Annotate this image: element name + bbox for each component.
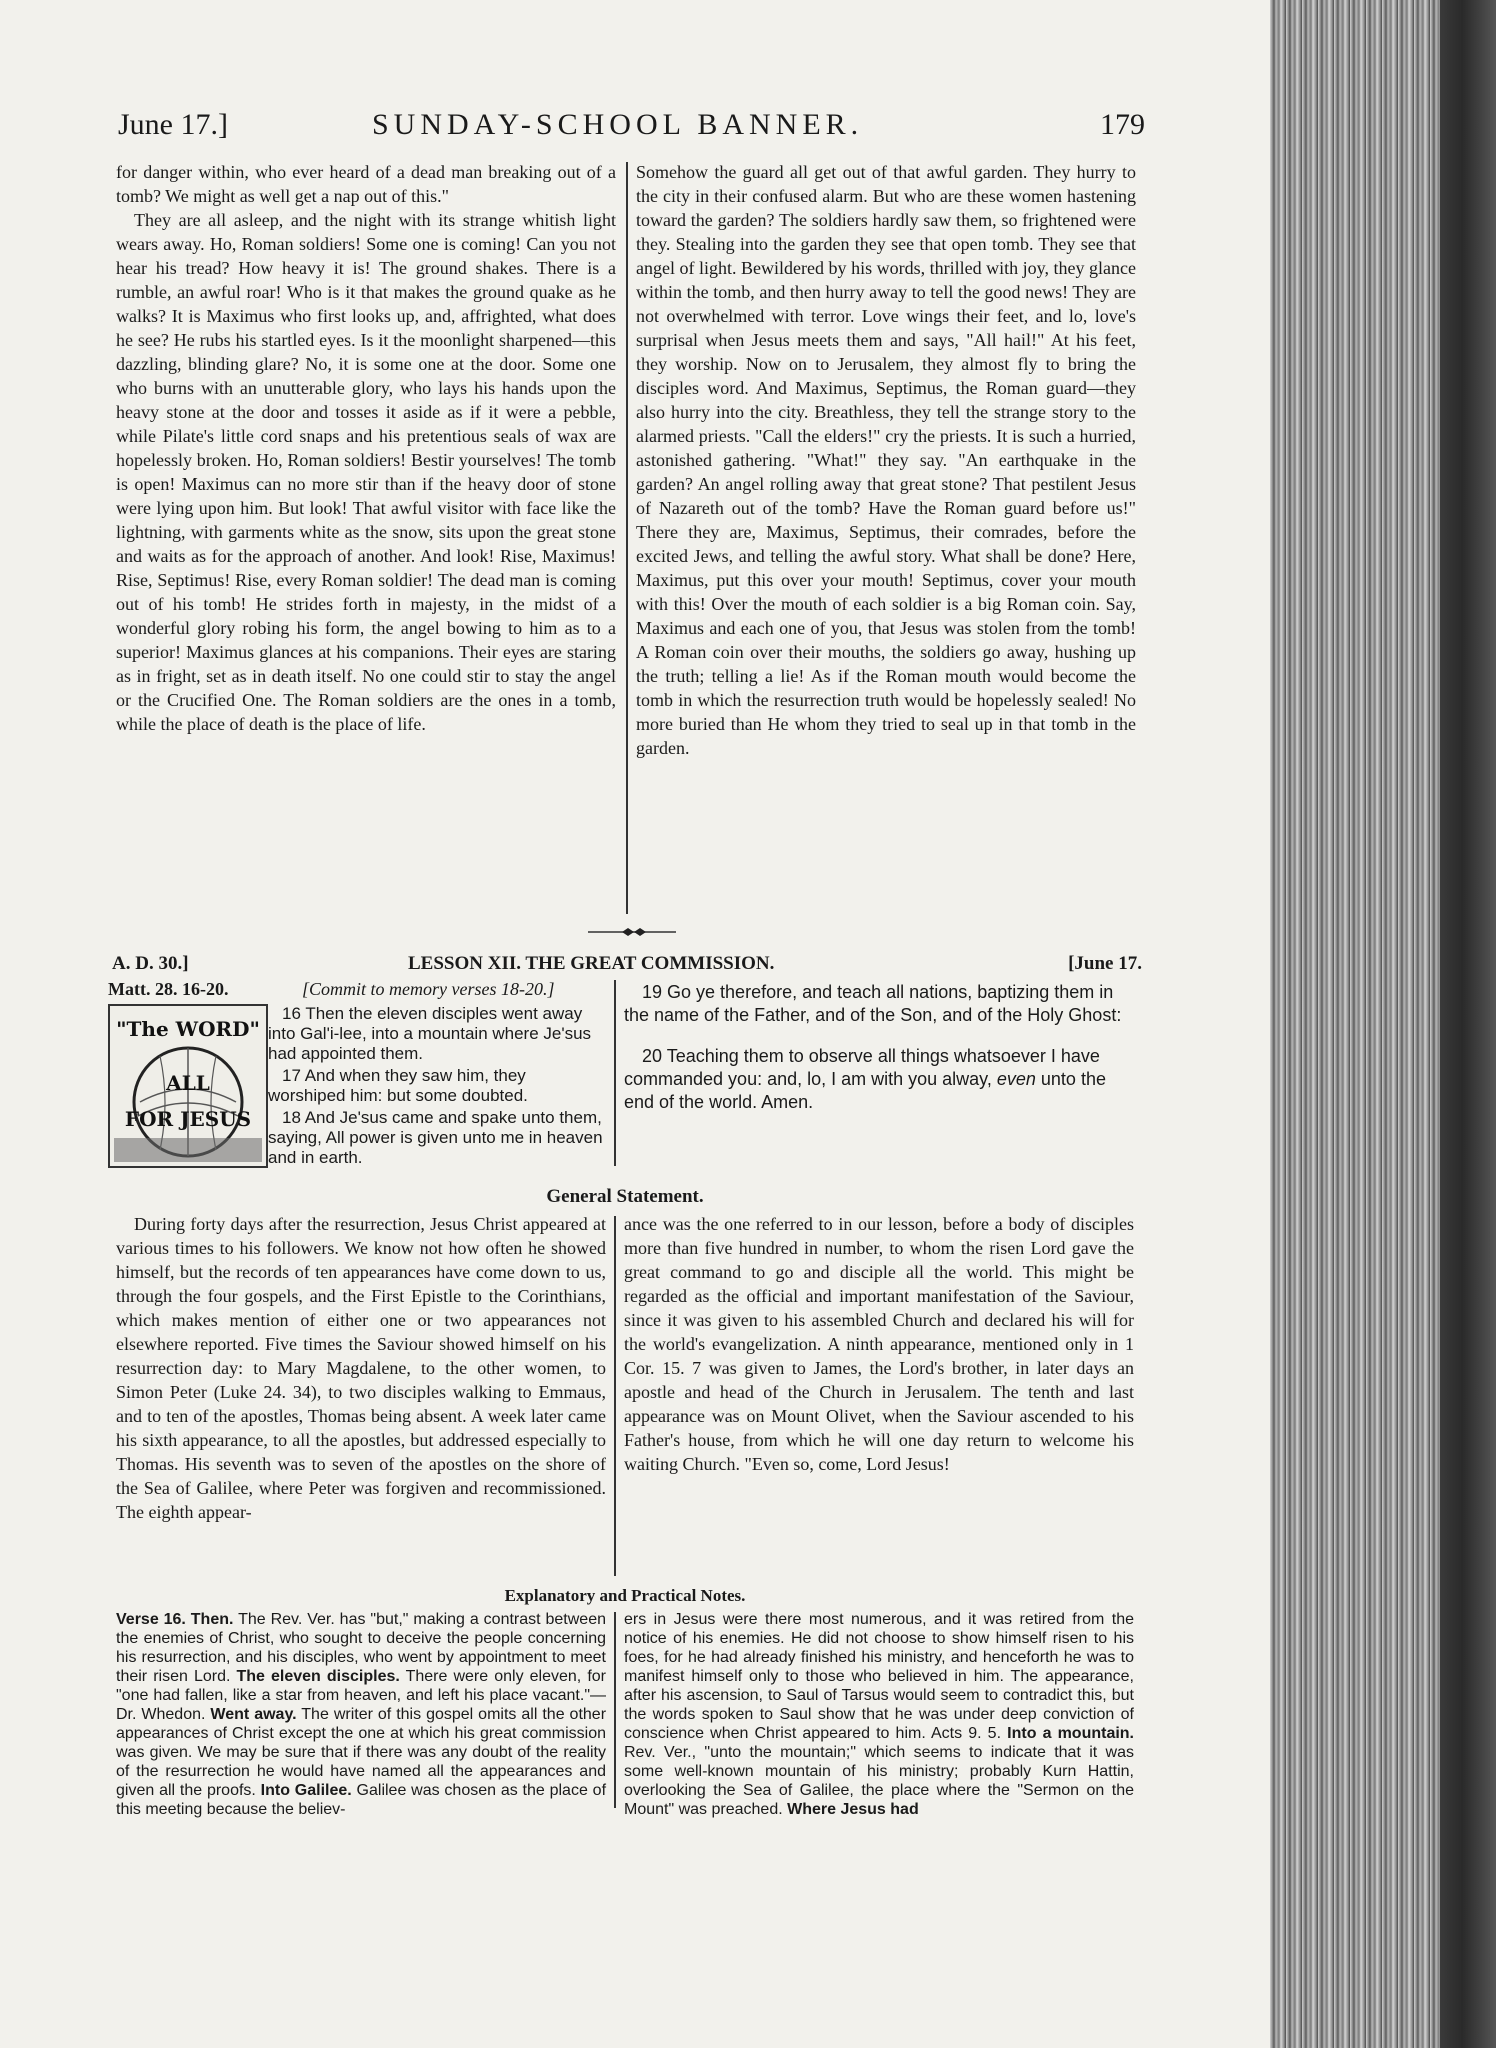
lesson-year: A. D. 30.]	[112, 953, 189, 974]
notes-divider	[614, 1612, 616, 1808]
general-column-right: ance was the one referred to in our lesson, before a body of disciples more than five hundred in number, to whom the risen Lord gave the great command to go and disciple all the world. This might be regarded as the official and important manifestation of the Saviour, since it was given to his assembled Church and declared his will for the world's evangelization. A ninth appearance, mentioned only in 1 Cor. 15. 7 was given to James, the Lord's brother, in later days an apostle and head of the Church in Jerusalem. The tenth and last appearance was on Mount Olivet, when the Saviour ascended to his Father's house, from which he will one day return to welcome his waiting Church. "Even so, come, Lord Jesus!	[624, 1214, 1134, 1474]
general-divider	[614, 1216, 616, 1576]
notes-column-right	[624, 1610, 1134, 1819]
book-spine-shadow	[1440, 0, 1496, 2048]
svg-text:ALL: ALL	[166, 1071, 210, 1095]
verse-18: 18 And Je'sus came and spake unto them, saying, All power is given unto me in heaven and in earth.	[268, 1108, 603, 1167]
verse-17: 17 And when they saw him, they worshiped him: but some doubted.	[268, 1066, 528, 1105]
lesson-date: [June 17.	[1068, 953, 1142, 974]
ornament-divider	[588, 928, 676, 936]
lesson-title: LESSON XII. THE GREAT COMMISSION.	[408, 953, 775, 974]
column-divider	[626, 162, 628, 914]
verses-19-20	[624, 981, 1136, 1132]
word-for-jesus-logo	[108, 1004, 268, 1168]
verses-16-18	[268, 1004, 608, 1170]
notes-title: Explanatory and Practical Notes.	[504, 1586, 746, 1605]
verses-divider	[614, 980, 616, 1166]
paragraph: Somehow the guard all get out of that awful garden. They hurry to the city in their confused alarm. But who are these women hastening toward the garden? The soldiers hardly saw them, so frightened were they. Stealing into the garden they see that open tomb. They see that angel of light. Bewildered by his words, thrilled with joy, they glance within the tomb, and then hurry away to tell the good news! They are not overwhelmed with terror. Love wings their feet, and lo, love's surprisal when Jesus meets them and says, "All hail!" At his feet, they worship. Now on to Jerusalem, they almost fly to bring the disciples word. And Maximus, Septimus, the Roman guard—they also hurry into the city. Breathless, they tell the strange story to the alarmed priests. "Call the elders!" cry the priests. It is such a hurried, astonished gathering. "What!" they say. "An earthquake in the garden? An angel rolling away that great stone? That pestilent Jesus of Nazareth out of the tomb? Have the Roman guard before us!" There they are, Maximus, Septimus, their comrades, before the excited Jews, and telling the awful story. What shall be done? Here, Maximus, put this over your mouth! Septimus, cover your mouth with this! Over the mouth of each soldier is a big Roman coin. Say, Maximus and each one of you, that Jesus was stolen from the tomb! A Roman coin over their mouths, the soldiers go away, hushing up the truth; telling a lie! As if the Roman mouth would become the tomb in which the resurrection truth would be hopelessly sealed! No more buried than He whom they tried to seal up in that tomb in the garden.	[636, 162, 1136, 758]
svg-text:"The WORD": "The WORD"	[116, 1017, 260, 1041]
story-column-left	[116, 160, 616, 736]
svg-text:FOR JESUS: FOR JESUS	[124, 1107, 252, 1131]
general-column-left: During forty days after the resurrection, Jesus Christ appeared at various times to his followers. We know not how often he showed himself, but the records of ten appearances have come down to us, through the four gospels, and the First Epistle to the Corinthians, which makes mention of either one or two appearances not elsewhere reported. Five times the Saviour showed himself on his resurrection day: to Mary Magdalene, to the other women, to Simon Peter (Luke 24. 34), to two disciples walking to Emmaus, and to ten of the apostles, Thomas being absent. A week later came his sixth appearance, to all the apostles, but addressed especially to Thomas. His seventh was to seven of the apostles on the shore of the Sea of Galilee, where Peter was forgiven and recommissioned. The eighth appear-	[116, 1214, 606, 1522]
header-title: SUNDAY-SCHOOL BANNER.	[372, 108, 864, 141]
general-statement-title: General Statement.	[546, 1186, 704, 1207]
verse-16: 16 Then the eleven disciples went away into Gal'i-lee, into a mountain where Je'sus had appointed them.	[268, 1004, 592, 1063]
paragraph: for danger within, who ever heard of a dead man breaking out of a tomb? We might as well get a nap out of this."	[116, 162, 616, 206]
notes-column-left	[116, 1610, 606, 1819]
verse-20: 20 Teaching them to observe all things whatsoever I have commanded you: and, lo, I am with you alway, even unto the end of the world. Amen.	[624, 1046, 1106, 1112]
paragraph: They are all asleep, and the night with its strange whitish light wears away. Ho, Roman soldiers! Some one is coming! Can you not hear his tread? How heavy it is! The ground shakes. There is a rumble, an awful roar! Who is it that makes the ground quake as he walks? It is Maximus who first looks up, and, affrighted, what does he see? He rubs his startled eyes. Is it the moonlight sharpened—this dazzling, blinding glare? No, it is some one at the door. Some one who burns with an unutterable glory, who lays his hands upon the heavy stone at the door and tosses it aside as if it were a pebble, while Pilate's little cord snaps and his pretentious seals of wax are hopelessly broken. Ho, Roman soldiers! Bestir yourselves! The tomb is open! Maximus can no more stir than if the heavy door of stone were lying upon him. But look! That awful visitor with face like the lightning, with garments white as the snow, sits upon the great stone and waits as for the approach of another. And look! Rise, Maximus! Rise, Septimus! Rise, every Roman soldier! The dead man is coming out of his tomb! He strides forth in majesty, in the midst of a wonderful glory robing his form, the angel bowing to him as to a superior! Maximus glances at his companions. Their eyes are staring as in fright, set as in death itself. No one could stir to stay the angel or the Crucified One. The Roman soldiers are the ones in a tomb, while the place of death is the place of life.	[116, 210, 616, 734]
note-paragraph: ers in Jesus were there most numerous, and it was retired from the notice of his enemies. He did not choose to show himself risen to his foes, for he had already finished his ministry, and henceforth he was to manifest himself only to those who believed in him. The appearance, after his ascension, to Saul of Tarsus would seem to contradict this, but the words spoken to Saul show that he was under deep conviction of conscience when Christ appeared to him. Acts 9. 5. Into a mountain. Rev. Ver., "unto the mountain;" which seems to indicate that it was some well-known mountain of his ministry; probably Kurn Hattin, overlooking the Sea of Galilee, the place where the "Sermon on the Mount" was preached. Where Jesus had	[624, 1611, 1135, 1818]
header-date: June 17.]	[118, 108, 228, 141]
scripture-reference: Matt. 28. 16-20.	[108, 979, 229, 999]
page-header	[110, 108, 1145, 148]
commit-note: [Commit to memory verses 18-20.]	[302, 979, 555, 999]
page-number: 179	[1100, 108, 1145, 141]
story-column-right	[636, 160, 1136, 760]
verse-19: 19 Go ye therefore, and teach all nations, baptizing them in the name of the Father, and of the Son, and of the Holy Ghost:	[624, 982, 1122, 1025]
note-paragraph: Verse 16. Then. The Rev. Ver. has "but," making a contrast between the enemies of Christ, who sought to deceive the people concerning his resurrection, and his disciples, who went by appointment to meet their risen Lord. The eleven disciples. There were only eleven, for "one had fallen, like a star from heaven, and left his place vacant."—Dr. Whedon. Went away. The writer of this gospel omits all the other appearances of Christ except the one at which his great commission was given. We may be sure that if there was any doubt of the reality of the resurrection he would have named all the appearances and given all the proofs. Into Galilee. Galilee was chosen as the place of this meeting because the believ-	[116, 1611, 607, 1818]
lesson-heading	[112, 953, 1142, 981]
